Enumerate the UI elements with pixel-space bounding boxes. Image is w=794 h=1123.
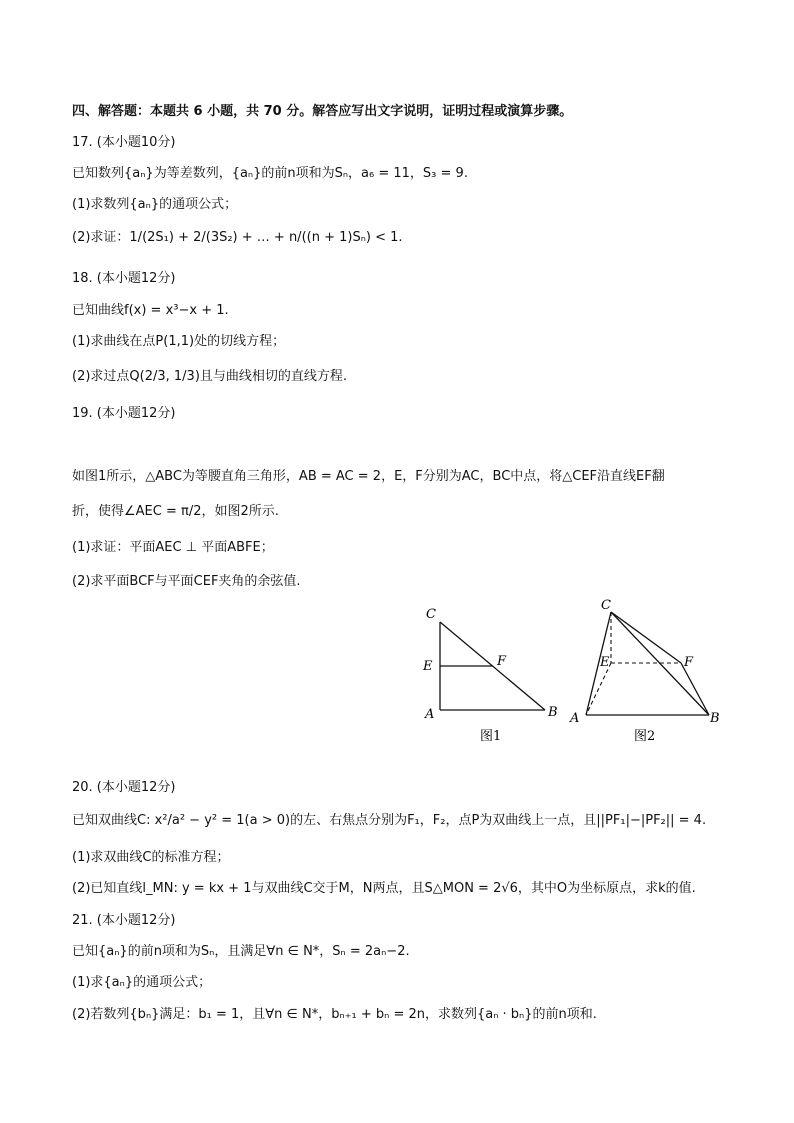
figure-2 (566, 594, 726, 750)
fig1-label-e: E (423, 659, 433, 674)
fig1-caption: 图1 (480, 729, 502, 744)
q20-header: 20. (本小题12分) (72, 780, 176, 795)
q18-header: 18. (本小题12分) (72, 271, 176, 286)
fig2-label-f: F (684, 655, 694, 670)
fig2-label-c: C (601, 598, 611, 613)
q20-part1: (1)求双曲线C的标准方程； (72, 850, 230, 865)
q17-stem: 已知数列{aₙ}为等差数列，{aₙ}的前n项和为Sₙ，a₆ = 11，S₃ = 9. (72, 166, 468, 181)
q18-part2: (2)求过点Q(2/3, 1/3)且与曲线相切的直线方程. (72, 369, 348, 384)
fig1-label-f: F (497, 654, 507, 669)
section-title: 四、解答题：本题共 6 小题，共 70 分。解答应写出文字说明，证明过程或演算步骤。 (72, 104, 573, 119)
q17-part2: (2)求证：1/(2S₁) + 2/(3S₂) + … + n/((n + 1)Sₙ) < 1. (72, 230, 403, 245)
q18-part1: (1)求曲线在点P(1,1)处的切线方程； (72, 334, 286, 349)
q21-header: 21. (本小题12分) (72, 913, 176, 928)
q20-part2: (2)已知直线l_MN: y = kx + 1与双曲线C交于M，N两点，且S△MON = 2√6，其中O为坐标原点，求k的值. (72, 881, 696, 896)
q21-part2: (2)若数列{bₙ}满足：b₁ = 1，且∀n ∈ N*，bₙ₊₁ + bₙ = 2n，求数列{aₙ · bₙ}的前n项和. (72, 1007, 597, 1022)
figure-1 (418, 600, 568, 750)
q19-stem-line2: 折，使得∠AEC = π/2，如图2所示. (72, 504, 279, 519)
fig2-caption: 图2 (634, 729, 656, 744)
q17-part1: (1)求数列{aₙ}的通项公式； (72, 197, 238, 212)
q19-stem-line1: 如图1所示，△ABC为等腰直角三角形，AB = AC = 2，E，F分别为AC，BC中点，将△CEF沿直线EF翻 (72, 469, 665, 484)
q17-header: 17. (本小题10分) (72, 135, 176, 150)
fig2-label-e: E (600, 655, 610, 670)
q18-stem: 已知曲线f(x) = x³−x + 1. (72, 303, 229, 318)
q19-part2: (2)求平面BCF与平面CEF夹角的余弦值. (72, 574, 301, 589)
q20-stem: 已知双曲线C: x²/a² − y² = 1(a > 0)的左、右焦点分别为F₁，F₂，点P为双曲线上一点，且||PF₁|−|PF₂|| = 4. (72, 813, 707, 828)
fig1-label-c: C (426, 607, 436, 622)
q21-part1: (1)求{aₙ}的通项公式； (72, 975, 212, 990)
fig1-label-a: A (425, 707, 435, 722)
q21-stem: 已知{aₙ}的前n项和为Sₙ，且满足∀n ∈ N*，Sₙ = 2aₙ−2. (72, 944, 410, 959)
q19-header: 19. (本小题12分) (72, 406, 176, 421)
fig2-label-a: A (570, 711, 580, 726)
fig1-label-b: B (548, 705, 558, 720)
q19-part1: (1)求证：平面AEC ⊥ 平面ABFE； (72, 540, 274, 555)
fig2-label-b: B (710, 711, 720, 726)
